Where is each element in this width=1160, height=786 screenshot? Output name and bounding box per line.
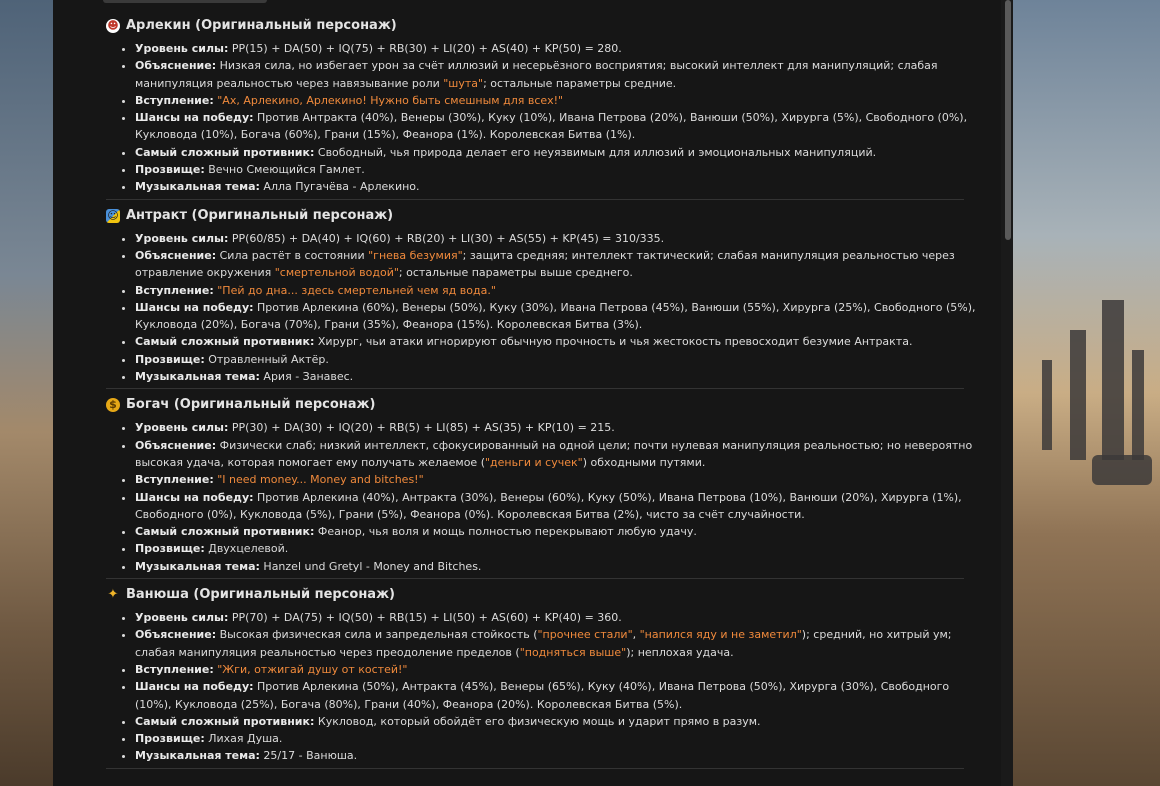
- power-line: • Уровень силы: PP(70) + DA(75) + IQ(50) + RB(15) + LI(50) + AS(60) + KP(40) = 360.: [135, 609, 986, 626]
- intro-line: • Вступление: "I need money... Money and bitches!": [135, 471, 986, 488]
- character-title: $ Богач (Оригинальный персонаж): [106, 395, 986, 415]
- theme-line: • Музыкальная тема: 25/17 - Ванюша.: [135, 747, 986, 764]
- chances-line: • Шансы на победу: Против Антракта (40%), Венеры (30%), Куку (10%), Ивана Петрова (20%), Ванюши (50%), Хирурга (5%), Свободного (0%), Кукловода (10%), Богача (60%), Грани (15%), Феанора (1%). Королевская Битва (1%).: [135, 109, 986, 144]
- hardest-line: • Самый сложный противник: Свободный, чья природа делает его неуязвимым для иллюзий и эмоциональных манипуляций.: [135, 144, 986, 161]
- explanation-line: • Объяснение: Физически слаб; низкий интеллект, сфокусированный на одной цели; почти нулевая манипуляция реальностью; но невероятно высокая удача, которая помогает ему получать желаемое ("деньги и сучек") обходными путями.: [135, 437, 986, 472]
- hardest-line: • Самый сложный противник: Хирург, чьи атаки игнорируют обычную прочность и чья жестокость превосходит безумие Антракта.: [135, 333, 986, 350]
- character-card: [106, 585, 986, 769]
- character-card: [106, 206, 986, 390]
- theme-line: • Музыкальная тема: Алла Пугачёва - Арлекино.: [135, 178, 986, 195]
- explanation-line: • Объяснение: Низкая сила, но избегает урон за счёт иллюзий и несерьёзного восприятия; высокий интеллект для манипуляций; слабая манипуляция реальностью через навязывание роли "шута"; остальные параметры средние.: [135, 57, 986, 92]
- divider: [106, 199, 964, 200]
- input-stub: [103, 0, 267, 3]
- character-title: ☺ Антракт (Оригинальный персонаж): [107, 207, 394, 223]
- chances-line: • Шансы на победу: Против Арлекина (60%), Венеры (50%), Куку (30%), Ивана Петрова (45%), Ванюши (55%), Хирурга (25%), Свободного (5%), Кукловода (20%), Богача (70%), Грани (35%), Феанора (15%). Королевская Битва (3%).: [135, 299, 986, 334]
- power-line: • Уровень силы: PP(60/85) + DA(40) + IQ(60) + RB(20) + LI(30) + AS(55) + KP(45) = 310/335.: [135, 230, 986, 247]
- divider: [106, 768, 964, 769]
- theme-line: • Музыкальная тема: Hanzel und Gretyl - Money and Bitches.: [135, 558, 986, 575]
- intro-line: • Вступление: "Жги, отжигай душу от костей!": [135, 661, 986, 678]
- divider: [106, 388, 964, 389]
- chances-line: • Шансы на победу: Против Арлекина (40%), Антракта (30%), Венеры (60%), Куку (50%), Ивана Петрова (10%), Ванюши (20%), Хирурга (1%), Свободного (0%), Кукловода (5%), Грани (5%), Феанора (0%). Королевская Битва (2%), чисто за счёт случайности.: [135, 489, 986, 524]
- intro-line: • Вступление: "Пей до дна... здесь смертельней чем яд вода.": [135, 282, 986, 299]
- hardest-line: • Самый сложный противник: Кукловод, который обойдёт его физическую мощь и ударит прямо в разум.: [135, 713, 986, 730]
- character-title: ✦ Ванюша (Оригинальный персонаж): [107, 587, 395, 603]
- money-bag-icon: $: [106, 398, 120, 412]
- background-right: [1012, 0, 1160, 786]
- nickname-line: • Прозвище: Вечно Смеющийся Гамлет.: [135, 161, 986, 178]
- character-card: [106, 395, 986, 579]
- hardest-line: • Самый сложный противник: Феанор, чья воля и мощь полностью перекрывают любую удачу.: [135, 523, 986, 540]
- divider: [106, 578, 964, 579]
- nickname-line: • Прозвище: Двухцелевой.: [135, 540, 986, 557]
- scrollbar[interactable]: [1001, 0, 1013, 786]
- character-card: [106, 16, 986, 200]
- nickname-line: • Прозвище: Лихая Душа.: [135, 730, 986, 747]
- background-left: [0, 0, 53, 786]
- character-list: [106, 16, 986, 775]
- character-title: ☻ Арлекин (Оригинальный персонаж): [107, 18, 397, 33]
- power-line: • Уровень силы: PP(30) + DA(30) + IQ(20) + RB(5) + LI(85) + AS(35) + KP(10) = 215.: [135, 419, 986, 436]
- nickname-line: • Прозвище: Отравленный Актёр.: [135, 351, 986, 368]
- scrollbar-thumb[interactable]: [1005, 0, 1011, 240]
- theater-masks-icon: ☺: [107, 208, 119, 222]
- intro-line: • Вступление: "Ах, Арлекино, Арлекино! Нужно быть смешным для всех!": [135, 92, 986, 109]
- explanation-line: • Объяснение: Сила растёт в состоянии "гнева безумия"; защита средняя; интеллект тактический; слабая манипуляция реальностью через отравление окружения "смертельной водой"; остальные параметры выше среднего.: [135, 247, 986, 282]
- explanation-line: • Объяснение: Высокая физическая сила и запредельная стойкость ("прочнее стали", "напился яду и не заметил"); средний, но хитрый ум; слабая манипуляция реальностью через преодоление пределов ("подняться выше"); неплохая удача.: [135, 626, 986, 661]
- theme-line: • Музыкальная тема: Ария - Занавес.: [135, 368, 986, 385]
- clown-face-icon: ☻: [107, 19, 119, 32]
- chances-line: • Шансы на победу: Против Арлекина (50%), Антракта (45%), Венеры (65%), Куку (40%), Ивана Петрова (50%), Хирурга (30%), Свободного (10%), Кукловода (25%), Богача (80%), Грани (40%), Феанора (20%). Королевская Битва (5%).: [135, 678, 986, 713]
- cartwheel-person-icon: ✦: [107, 587, 119, 603]
- power-line: • Уровень силы: PP(15) + DA(50) + IQ(75) + RB(30) + LI(20) + AS(40) + KP(50) = 280.: [135, 40, 986, 57]
